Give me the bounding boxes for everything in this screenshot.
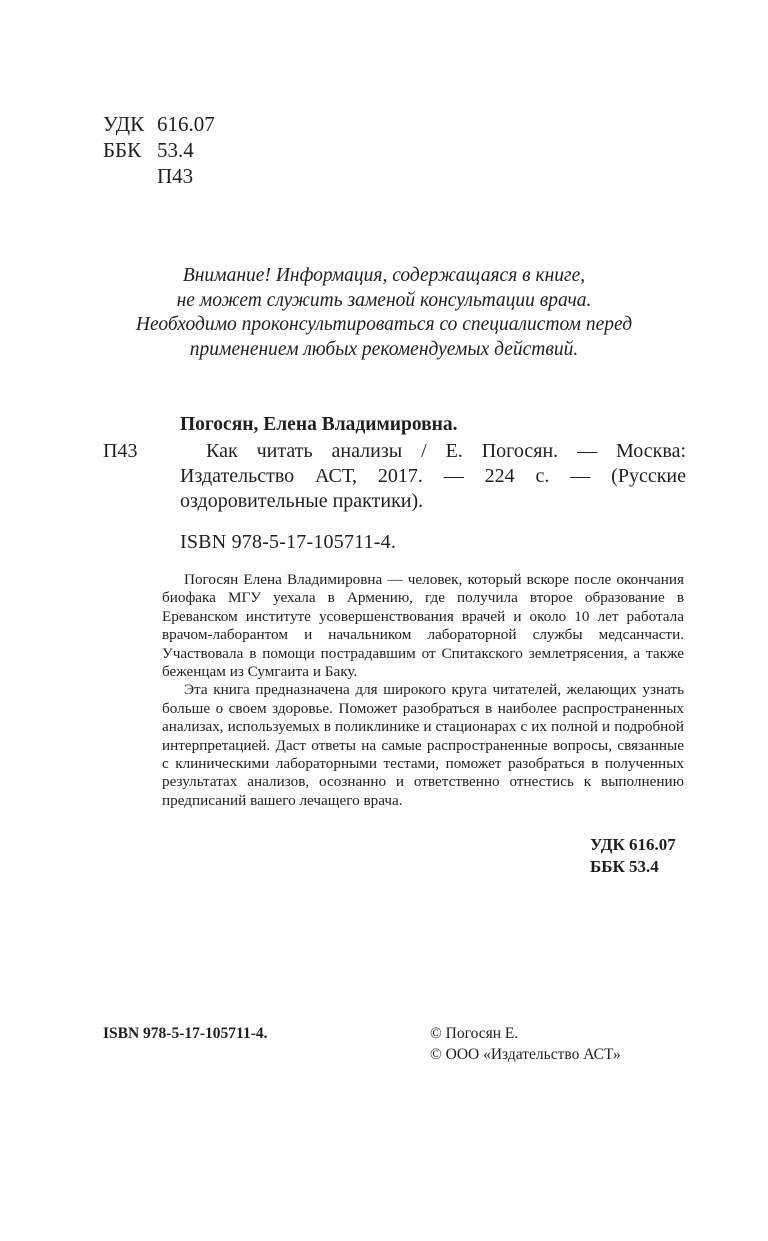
- annotation: [162, 571, 684, 810]
- copyright-publisher: © ООО «Издательство АСТ»: [430, 1046, 621, 1063]
- bbk-row: [103, 137, 215, 163]
- classification-block: [103, 111, 215, 189]
- annotation-paragraph-book: Эта книга предназначена для широкого круга читателей, желающих узнать больше о своем здоровье. Поможет разобраться в наиболее распространенных анализах, используемых в поликлинике и стационарах с их полной и подробной интерпретацией. Даст ответы на самые распространенные вопросы, связанные с клиническими лабораторными тестами, поможет разобраться в полученных результатах анализов, осознанно и ответственно отнестись к выполнению предписаний вашего лечащего врача.: [162, 681, 684, 809]
- warning-line: Внимание! Информация, содержащаяся в книге,: [182, 265, 586, 286]
- biblio-text: Как читать анализы / Е. Погосян. — Москва: Издательство АСТ, 2017. — 224 с. — (Русские оздоровительные практики).: [180, 440, 686, 512]
- classification-bottom: [590, 834, 676, 878]
- copyright-block: [430, 1023, 621, 1065]
- bibliographic-description: [180, 439, 686, 514]
- warning-line: не может служить заменой консультации врача.: [176, 289, 592, 311]
- isbn-record: ISBN 978-5-17-105711-4.: [180, 531, 397, 553]
- isbn-footer: ISBN 978-5-17-105711-4.: [103, 1025, 268, 1042]
- medical-warning: [100, 264, 668, 362]
- udk-label: УДК: [103, 112, 145, 136]
- author-heading: Погосян, Елена Владимировна.: [180, 414, 458, 435]
- annotation-paragraph-author: Погосян Елена Владимировна — человек, который вскоре после окончания биофака МГУ уехала в Армению, где получила второе образование в Ереванском институте усовершенствования врачей и около 10 лет работала врачом-лаборантом и начальником лабораторной службы медсанчасти. Участвовала в помощи пострадавшим от Спитакского землетрясения, а также беженцам из Сумгаита и Баку.: [162, 571, 684, 681]
- bbk-value: 53.4: [157, 138, 194, 162]
- copyright-author: © Погосян Е.: [430, 1025, 519, 1042]
- bbk-label: ББК: [103, 138, 142, 162]
- udk-value: 616.07: [157, 112, 215, 136]
- udk-row: [103, 111, 215, 137]
- bbk-bottom: ББК 53.4: [590, 857, 659, 876]
- warning-line: Необходимо проконсультироваться со специалистом перед: [135, 314, 633, 335]
- warning-line: применением любых рекомендуемых действий.: [189, 338, 579, 360]
- biblio-author-code: П43: [103, 440, 138, 462]
- author-code: П43: [157, 164, 194, 188]
- udk-bottom: УДК 616.07: [590, 835, 676, 854]
